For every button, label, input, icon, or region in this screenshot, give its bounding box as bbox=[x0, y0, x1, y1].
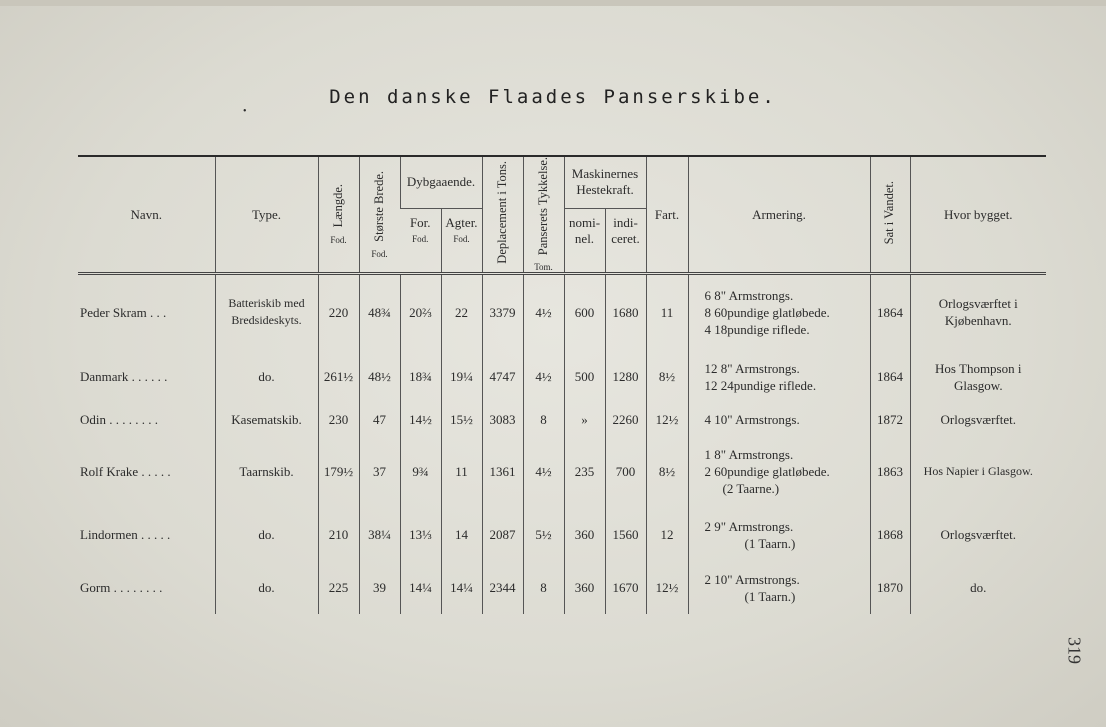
cell-armering bbox=[688, 404, 870, 436]
cell-navn: Odin . . . . . . . . bbox=[80, 412, 158, 428]
cell-bygget: Orlogsværftet. bbox=[910, 508, 1046, 562]
header-indiceret: indi-ceret. bbox=[605, 208, 646, 273]
cell-indiceret: 1280 bbox=[605, 350, 646, 404]
cell-sat: 1864 bbox=[870, 274, 910, 350]
armering-line: 4 18pundige riflede. bbox=[704, 321, 810, 337]
cell-type: do. bbox=[215, 508, 318, 562]
cell-panser: 4½ bbox=[523, 436, 564, 508]
cell-armering bbox=[688, 508, 870, 562]
armering-line: 1 8" Armstrongs. bbox=[704, 447, 794, 463]
cell-nominel: 600 bbox=[564, 274, 605, 350]
table-row bbox=[78, 350, 1046, 404]
cell-nominel: 500 bbox=[564, 350, 605, 404]
header-hvor-bygget: Hvor bygget. bbox=[910, 156, 1046, 274]
cell-navn: Gorm . . . . . . . . bbox=[80, 580, 163, 596]
header-agter: Agter. Fod. bbox=[441, 208, 482, 273]
cell-indiceret: 1680 bbox=[605, 274, 646, 350]
armering-line: 8 60pundige glatløbede. bbox=[704, 304, 830, 320]
cell-laengde: 261½ bbox=[318, 350, 359, 404]
cell-agter: 11 bbox=[441, 436, 482, 508]
cell-agter: 19¼ bbox=[441, 350, 482, 404]
table-row bbox=[78, 274, 1046, 350]
cell-deplacement: 3083 bbox=[482, 404, 523, 436]
cell-brede: 39 bbox=[359, 562, 400, 614]
cell-agter: 22 bbox=[441, 274, 482, 350]
cell-brede: 48½ bbox=[359, 350, 400, 404]
cell-sat: 1868 bbox=[870, 508, 910, 562]
armering-line: 12 24pundige riflede. bbox=[704, 377, 817, 393]
header-fart: Fart. bbox=[646, 156, 688, 274]
cell-for: 18¾ bbox=[400, 350, 441, 404]
cell-bygget: Hos Napier i Glasgow. bbox=[910, 436, 1046, 508]
cell-type: Batteriskib med Bredsideskyts. bbox=[215, 274, 318, 350]
cell-deplacement: 4747 bbox=[482, 350, 523, 404]
page-number: 319 bbox=[1064, 637, 1085, 664]
cell-nominel: 360 bbox=[564, 508, 605, 562]
margin-dot: • bbox=[243, 106, 247, 117]
table-row bbox=[78, 436, 1046, 508]
header-armering: Armering. bbox=[688, 156, 870, 274]
armering-line: 6 8" Armstrongs. bbox=[704, 287, 794, 303]
header-navn: Navn. bbox=[78, 156, 215, 274]
cell-fart: 8½ bbox=[646, 436, 688, 508]
header-for: For. Fod. bbox=[400, 208, 441, 273]
cell-laengde: 179½ bbox=[318, 436, 359, 508]
cell-sat: 1870 bbox=[870, 562, 910, 614]
armering-line: 2 9" Armstrongs. bbox=[704, 518, 794, 534]
cell-laengde: 230 bbox=[318, 404, 359, 436]
armering-line: (1 Taarn.) bbox=[744, 588, 796, 604]
cell-bygget: Orlogsværftet i Kjøbenhavn. bbox=[910, 274, 1046, 350]
cell-type: Kasematskib. bbox=[215, 404, 318, 436]
armering-line: (1 Taarn.) bbox=[744, 535, 796, 551]
cell-deplacement: 3379 bbox=[482, 274, 523, 350]
cell-armering bbox=[688, 274, 870, 350]
cell-bygget: Orlogsværftet. bbox=[910, 404, 1046, 436]
cell-sat: 1864 bbox=[870, 350, 910, 404]
cell-laengde: 225 bbox=[318, 562, 359, 614]
cell-deplacement: 2344 bbox=[482, 562, 523, 614]
cell-armering bbox=[688, 562, 870, 614]
cell-agter: 15½ bbox=[441, 404, 482, 436]
cell-type: do. bbox=[215, 350, 318, 404]
cell-for: 14½ bbox=[400, 404, 441, 436]
cell-brede: 47 bbox=[359, 404, 400, 436]
armering-line: 2 60pundige glatløbede. bbox=[704, 464, 830, 480]
cell-indiceret: 1670 bbox=[605, 562, 646, 614]
cell-fart: 12½ bbox=[646, 562, 688, 614]
cell-for: 13⅓ bbox=[400, 508, 441, 562]
header-maskinernes: Maskinernes Hestekraft. bbox=[564, 156, 646, 208]
cell-navn: Lindormen . . . . . bbox=[80, 527, 171, 543]
cell-armering bbox=[688, 436, 870, 508]
header-nominel: nomi-nel. bbox=[564, 208, 605, 273]
armering-line: 2 10" Armstrongs. bbox=[704, 571, 800, 587]
cell-type: do. bbox=[215, 562, 318, 614]
header-storste-brede: Største Brede. Fod. bbox=[359, 156, 400, 274]
header-laengde: Længde. Fod. bbox=[318, 156, 359, 274]
page-top-edge bbox=[0, 0, 1106, 6]
cell-bygget: do. bbox=[910, 562, 1046, 614]
armering-line: 12 8" Armstrongs. bbox=[704, 360, 800, 376]
cell-sat: 1863 bbox=[870, 436, 910, 508]
cell-agter: 14 bbox=[441, 508, 482, 562]
table-row bbox=[78, 508, 1046, 562]
cell-indiceret: 1560 bbox=[605, 508, 646, 562]
cell-deplacement: 1361 bbox=[482, 436, 523, 508]
cell-panser: 8 bbox=[523, 562, 564, 614]
cell-laengde: 210 bbox=[318, 508, 359, 562]
cell-type: Taarnskib. bbox=[215, 436, 318, 508]
cell-for: 20⅔ bbox=[400, 274, 441, 350]
cell-armering bbox=[688, 350, 870, 404]
cell-fart: 12½ bbox=[646, 404, 688, 436]
header-dybgaaende: Dybgaaende. bbox=[400, 156, 482, 208]
cell-panser: 5½ bbox=[523, 508, 564, 562]
cell-fart: 8½ bbox=[646, 350, 688, 404]
cell-for: 14¼ bbox=[400, 562, 441, 614]
cell-for: 9¾ bbox=[400, 436, 441, 508]
cell-fart: 12 bbox=[646, 508, 688, 562]
cell-nominel: » bbox=[564, 404, 605, 436]
cell-panser: 4½ bbox=[523, 274, 564, 350]
cell-deplacement: 2087 bbox=[482, 508, 523, 562]
header-deplacement: Deplacement i Tons. bbox=[482, 156, 523, 274]
cell-brede: 37 bbox=[359, 436, 400, 508]
table-row bbox=[78, 404, 1046, 436]
cell-navn: Danmark . . . . . . bbox=[80, 369, 168, 385]
cell-laengde: 220 bbox=[318, 274, 359, 350]
cell-indiceret: 700 bbox=[605, 436, 646, 508]
ironclad-table bbox=[78, 155, 1046, 614]
header-type: Type. bbox=[215, 156, 318, 274]
cell-navn: Rolf Krake . . . . . bbox=[80, 464, 171, 480]
cell-indiceret: 2260 bbox=[605, 404, 646, 436]
cell-nominel: 360 bbox=[564, 562, 605, 614]
cell-navn: Peder Skram . . . bbox=[80, 304, 167, 320]
cell-fart: 11 bbox=[646, 274, 688, 350]
armering-line: (2 Taarne.) bbox=[722, 481, 780, 497]
cell-brede: 48¾ bbox=[359, 274, 400, 350]
cell-panser: 4½ bbox=[523, 350, 564, 404]
cell-brede: 38¼ bbox=[359, 508, 400, 562]
page-title: Den danske Flaades Panserskibe. bbox=[329, 86, 777, 108]
header-sat-i-vandet: Sat i Vandet. bbox=[870, 156, 910, 274]
cell-sat: 1872 bbox=[870, 404, 910, 436]
table-row bbox=[78, 562, 1046, 614]
armering-line: 4 10" Armstrongs. bbox=[704, 412, 800, 428]
cell-panser: 8 bbox=[523, 404, 564, 436]
cell-agter: 14¼ bbox=[441, 562, 482, 614]
cell-bygget: Hos Thompson i Glasgow. bbox=[910, 350, 1046, 404]
header-panserets-tykkelse: Panserets Tykkelse. Tom. bbox=[523, 156, 564, 274]
cell-nominel: 235 bbox=[564, 436, 605, 508]
